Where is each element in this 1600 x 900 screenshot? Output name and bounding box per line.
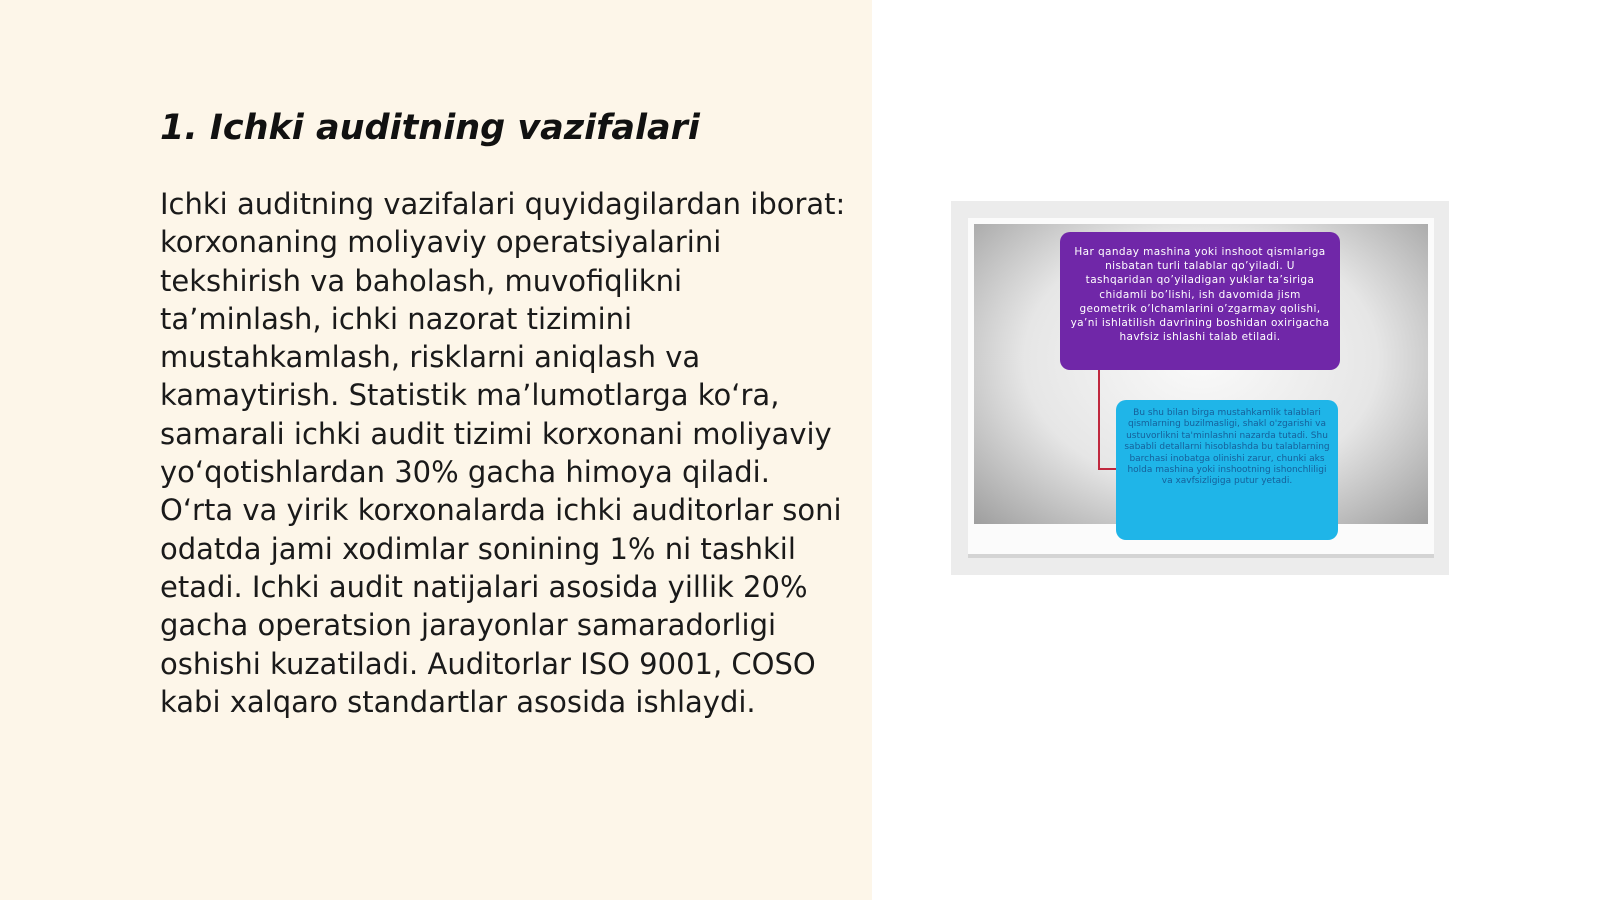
slide-body-text: Ichki auditning vazifalari quyidagilardan iborat: korxonaning moliyaviy operatsiyalarini tekshirish va baholash, muvofiqlikni ta’minlash, ichki nazorat tizimini mustahkamlash, risklarni aniqlash va kamaytirish. Statistik ma’lumotlarga ko‘ra, samarali ichki audit tizimi korxonani moliyaviy yo‘qotishlardan 30% gacha himoya qiladi. O‘rta va yirik korxonalarda ichki auditorlar soni odatda jami xodimlar sonining 1% ni tashkil etadi. Ichki audit natijalari asosida yillik 20% gacha operatsion jarayonlar samaradorligi oshishi kuzatiladi. Auditorlar ISO 9001, COSO kabi xalqaro standartlar asosida ishlaydi.	[160, 187, 846, 719]
diagram-card	[968, 218, 1434, 558]
diagram-box-purple: Har qanday mashina yoki inshoot qismlariga nisbatan turli talablar qo’yiladi. U tashqaridan qo’yiladigan yuklar ta’siriga chidamli bo’lishi, ish davomida jism geometrik o’lchamlarini o’zgarmay qolishi, ya’ni ishlatilish davrining boshidan oxirigacha havfsiz ishlashi talab etiladi.	[1060, 232, 1340, 370]
diagram-stage	[974, 224, 1428, 524]
diagram-box-blue: Bu shu bilan birga mustahkamlik talablari qismlarning buzilmasligi, shakl o'zgarishi va ustuvorlikni ta'minlashni nazarda tutadi. Shu sababli detallarni hisoblashda bu talablarning barchasi inobatga olinishi zarur, chunki aks holda mashina yoki inshootning ishonchliligi va xavfsizligiga putur yetadi.	[1116, 400, 1338, 540]
connector-line-vertical	[1098, 366, 1100, 470]
diagram-image	[951, 201, 1449, 575]
slide-title: 1. Ichki auditning vazifalari	[160, 108, 700, 148]
